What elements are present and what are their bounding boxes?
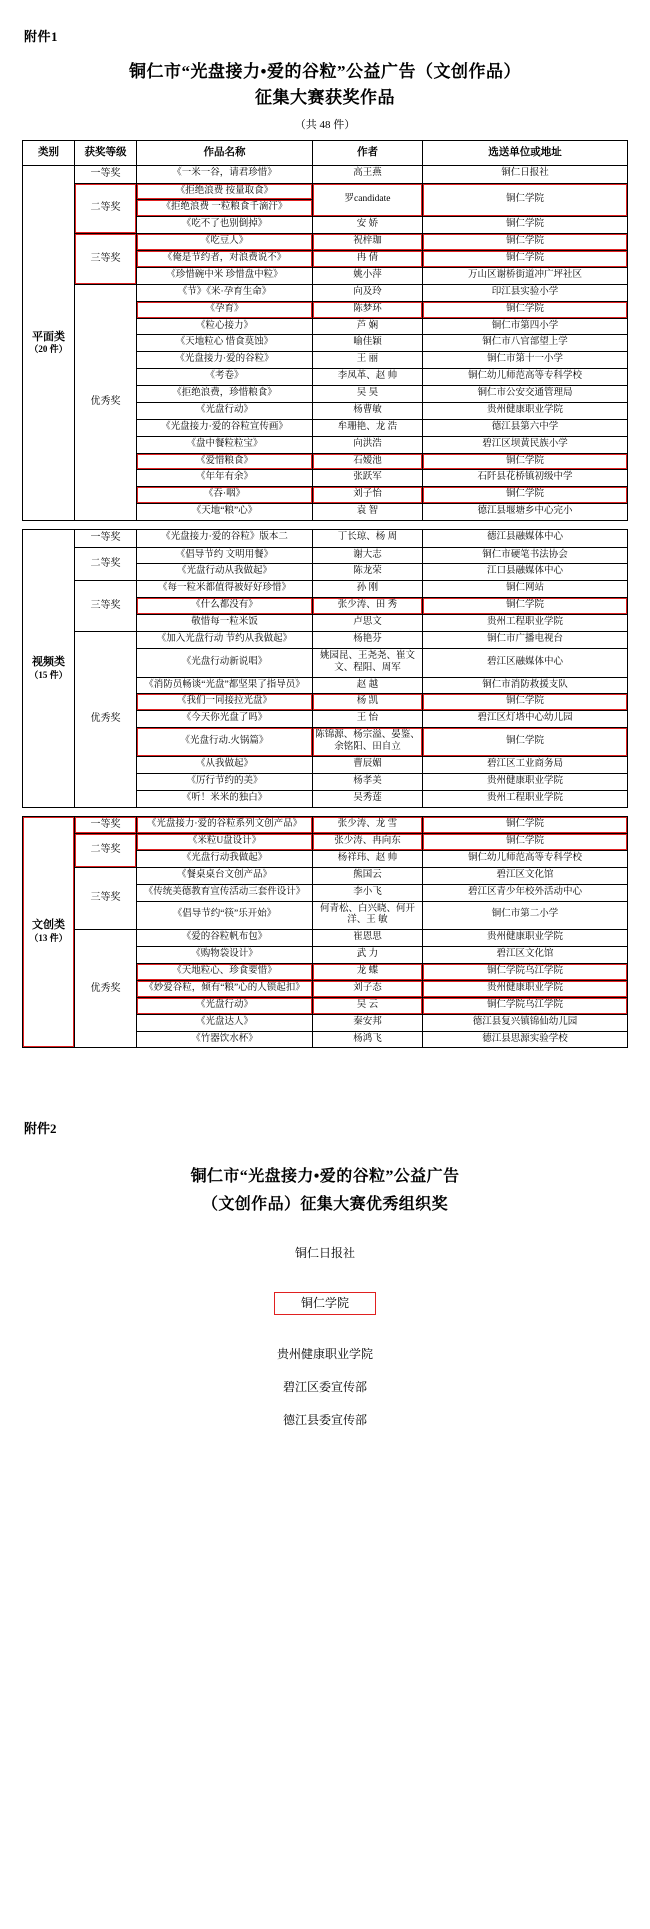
grade-cell: 一等奖 (75, 816, 137, 834)
work-title-cell: 《倡导节约“筷”乐开始》 (137, 901, 313, 930)
table-row (23, 816, 628, 834)
work-title-cell: 《竹器饮水杯》 (137, 1031, 313, 1048)
work-title-cell: 《传统美德教育宣传活动三套件设计》 (137, 884, 313, 901)
work-title-cell: 《加入光盘行动 节约从我做起》 (137, 631, 313, 648)
grade-cell: 二等奖 (75, 547, 137, 581)
author-cell: 姚小萍 (313, 267, 423, 284)
unit-cell: 碧江区文化馆 (423, 947, 628, 964)
work-title-cell: 《珍惜碗中米 珍惜盘中粒》 (137, 267, 313, 284)
section-divider (22, 521, 628, 529)
work-title-cell: 《光盘达人》 (137, 1014, 313, 1031)
work-title-cell: 《我们一同接拉光盘》 (137, 694, 313, 711)
work-title-cell: 《节》《米·孕育生命》 (137, 284, 313, 301)
grade-cell: 三等奖 (75, 234, 137, 285)
attachment1-title (22, 59, 628, 110)
organization-name: 铜仁日报社 (294, 1245, 355, 1260)
unit-cell: 江口县融媒体中心 (423, 564, 628, 581)
table-row (23, 547, 628, 564)
column-header-4: 作者 (313, 141, 423, 166)
unit-cell: 铜仁学院乌江学院 (423, 997, 628, 1014)
organization-row (22, 1244, 628, 1262)
author-cell: 李凤革、赵 帅 (313, 369, 423, 386)
grade-cell: 二等奖 (75, 183, 137, 234)
work-title-cell: 《拒绝浪费 按量取食》 (137, 183, 313, 200)
table-row (23, 183, 628, 200)
work-title-cell: 《天地“粮”心》 (137, 504, 313, 521)
author-cell: 赵 越 (313, 677, 423, 694)
unit-cell: 碧江区文化馆 (423, 867, 628, 884)
unit-cell: 铜仁幼儿师范高等专科学校 (423, 850, 628, 867)
author-cell: 刘子怡 (313, 487, 423, 504)
author-cell: 秦安邦 (313, 1014, 423, 1031)
grade-cell: 三等奖 (75, 867, 137, 930)
grade-cell: 三等奖 (75, 581, 137, 632)
table-row (23, 930, 628, 947)
unit-cell: 贵州健康职业学院 (423, 402, 628, 419)
author-cell: 张跃军 (313, 470, 423, 487)
unit-cell: 碧江区灯塔中心幼儿园 (423, 711, 628, 728)
attachment1-title-line2: 征集大赛获奖作品 (255, 87, 395, 107)
work-title-cell: 《盘中餐粒粒宝》 (137, 436, 313, 453)
table-header-row (23, 141, 628, 166)
author-cell: 姚园昆、王尧尧、崔文文、程阳、周军 (313, 648, 423, 677)
organization-award-list (22, 1244, 628, 1429)
author-cell: 熊国云 (313, 867, 423, 884)
unit-cell: 铜仁市广播电视台 (423, 631, 628, 648)
work-title-cell: 《天地粒心、珍食要惜》 (137, 964, 313, 981)
unit-cell: 贵州健康职业学院 (423, 773, 628, 790)
attachment2-title-line1: 铜仁市“光盘接力•爱的谷粒”公益广告 (190, 1168, 460, 1186)
organization-row (22, 1277, 628, 1330)
grade-cell: 优秀奖 (75, 631, 137, 807)
author-cell: 王 丽 (313, 352, 423, 369)
work-title-cell: 《什么都没有》 (137, 598, 313, 615)
unit-cell: 铜仁学院 (423, 487, 628, 504)
category-cell: 视频类 （15 件） (23, 530, 75, 808)
author-cell: 喻佳颖 (313, 335, 423, 352)
work-title-cell: 《听！米米的独白》 (137, 790, 313, 807)
attachment2-label: 附件2 (24, 1121, 57, 1137)
author-cell: 张少涛、田 秀 (313, 598, 423, 615)
work-title-cell: 《消防员畅谈“光盘”都坚果了指导员》 (137, 677, 313, 694)
author-cell: 杨 凯 (313, 694, 423, 711)
work-title-cell: 《光盘接力·爱的谷粒宣传画》 (137, 419, 313, 436)
unit-cell: 铜仁市消防救援支队 (423, 677, 628, 694)
author-cell: 罗candidate (313, 183, 423, 217)
unit-cell: 铜仁学院 (423, 694, 628, 711)
unit-cell: 贵州健康职业学院 (423, 980, 628, 997)
grade-cell: 优秀奖 (75, 284, 137, 520)
work-title-cell: 《粒心接力》 (137, 318, 313, 335)
unit-cell: 德江县思源实验学校 (423, 1031, 628, 1048)
category-cell: 文创类 （13 件） (23, 816, 75, 1048)
unit-cell: 万山区谢桥街道冲广坪社区 (423, 267, 628, 284)
work-title-cell: 《孕育》 (137, 301, 313, 318)
author-cell: 袁 智 (313, 504, 423, 521)
unit-cell: 铜仁幼儿师范高等专科学校 (423, 369, 628, 386)
awards-table-3 (22, 816, 628, 1049)
author-cell: 向及玲 (313, 284, 423, 301)
author-cell: 吴 昊 (313, 386, 423, 403)
work-title-cell: 《光盘接力·爱的谷粒系列文创产品》 (137, 816, 313, 834)
attachment1-title-line1: 铜仁市“光盘接力•爱的谷粒”公益广告（文创作品） (129, 62, 521, 81)
author-cell: 王 怡 (313, 711, 423, 728)
work-title-cell: 《光盘接力·爱的谷粒》 (137, 352, 313, 369)
work-title-cell: 《妙爱谷粒，倾有“粮”心的人锁起扣》 (137, 980, 313, 997)
unit-cell: 德江县第六中学 (423, 419, 628, 436)
table-row (23, 581, 628, 598)
organization-row (22, 1411, 628, 1429)
column-header-2: 获奖等级 (75, 141, 137, 166)
organization-row (22, 1378, 628, 1396)
section-divider (22, 808, 628, 816)
organization-name: 贵州健康职业学院 (276, 1346, 373, 1361)
work-title-cell: 《从我做起》 (137, 756, 313, 773)
work-title-cell: 《光盘行动》 (137, 997, 313, 1014)
awards-table-2 (22, 529, 628, 808)
author-cell: 李小飞 (313, 884, 423, 901)
table-row (23, 530, 628, 548)
table-row (23, 867, 628, 884)
grade-cell: 一等奖 (75, 530, 137, 548)
column-header-1: 类别 (23, 141, 75, 166)
unit-cell: 铜仁市公安交通管理局 (423, 386, 628, 403)
unit-cell: 碧江区青少年校外活动中心 (423, 884, 628, 901)
author-cell: 陈龙荣 (313, 564, 423, 581)
author-cell: 杨孝美 (313, 773, 423, 790)
category-cell: 平面类 （20 件） (23, 166, 75, 521)
unit-cell: 铜仁学院 (423, 816, 628, 834)
author-cell: 张少涛、龙 雪 (313, 816, 423, 834)
author-cell: 张少涛、冉向东 (313, 834, 423, 851)
organization-name: 碧江区委宣传部 (282, 1379, 367, 1394)
table-row (23, 166, 628, 184)
author-cell: 杨曹敏 (313, 402, 423, 419)
author-cell: 陈梦环 (313, 301, 423, 318)
attachment2-title-line2: （文创作品）征集大赛优秀组织奖 (201, 1195, 448, 1213)
grade-cell: 优秀奖 (75, 930, 137, 1048)
organization-name: 德江县委宣传部 (282, 1412, 367, 1427)
unit-cell: 铜仁学院 (423, 301, 628, 318)
organization-name: 铜仁学院 (274, 1292, 376, 1315)
author-cell: 祝梓珈 (313, 234, 423, 251)
author-cell: 杨鸿飞 (313, 1031, 423, 1048)
author-cell: 杨祥玮、赵 帅 (313, 850, 423, 867)
author-cell: 冉 倩 (313, 251, 423, 268)
work-title-cell: 《厉行节约的美》 (137, 773, 313, 790)
work-title-cell: 《拒绝浪费 一粒粮食千滴汗》 (137, 200, 313, 217)
author-cell: 孙 刚 (313, 581, 423, 598)
grade-cell: 一等奖 (75, 166, 137, 184)
unit-cell: 铜仁学院 (423, 183, 628, 217)
work-title-cell: 《每一粒米都值得被好好珍惜》 (137, 581, 313, 598)
author-cell: 安 娇 (313, 217, 423, 234)
table-row (23, 834, 628, 851)
author-cell: 谢大志 (313, 547, 423, 564)
work-title-cell: 《光盘接力·爱的谷粒》版本二 (137, 530, 313, 548)
work-title-cell: 《餐桌桌台文创产品》 (137, 867, 313, 884)
unit-cell: 铜仁市第四小学 (423, 318, 628, 335)
table-row (23, 284, 628, 301)
work-title-cell: 敬惜每一粒米饭 (137, 615, 313, 632)
unit-cell: 铜仁市硬笔书法协会 (423, 547, 628, 564)
unit-cell: 铜仁市八官部望上学 (423, 335, 628, 352)
work-title-cell: 《倡导节约 文明用餐》 (137, 547, 313, 564)
work-title-cell: 《考卷》 (137, 369, 313, 386)
author-cell: 高王燕 (313, 166, 423, 184)
unit-cell: 铜仁学院 (423, 217, 628, 234)
table-row (23, 234, 628, 251)
column-header-3: 作品名称 (137, 141, 313, 166)
grade-cell: 二等奖 (75, 834, 137, 868)
unit-cell: 德江县融媒体中心 (423, 530, 628, 548)
work-title-cell: 《光盘行动我做起》 (137, 850, 313, 867)
author-cell: 丁长琼、杨 周 (313, 530, 423, 548)
unit-cell: 铜仁学院 (423, 251, 628, 268)
unit-cell: 铜仁学院 (423, 728, 628, 757)
work-title-cell: 《一米一谷，请君珍惜》 (137, 166, 313, 184)
work-title-cell: 《购物袋设计》 (137, 947, 313, 964)
attachment2-section (22, 1118, 628, 1428)
work-title-cell: 《爱的谷粒帆布包》 (137, 930, 313, 947)
unit-cell: 碧江区坝黄民族小学 (423, 436, 628, 453)
work-title-cell: 《吞·咽》 (137, 487, 313, 504)
unit-cell: 碧江区工业商务局 (423, 756, 628, 773)
author-cell: 何青松、白兴晓、何开洋、王 敏 (313, 901, 423, 930)
awards-tables-container (22, 140, 628, 1048)
author-cell: 龙 蝶 (313, 964, 423, 981)
author-cell: 芦 娴 (313, 318, 423, 335)
unit-cell: 铜仁市第二小学 (423, 901, 628, 930)
work-title-cell: 《俺是节约者，对浪费说不》 (137, 251, 313, 268)
unit-cell: 铜仁学院 (423, 234, 628, 251)
column-header-5: 选送单位或地址 (423, 141, 628, 166)
unit-cell: 铜仁学院 (423, 453, 628, 470)
unit-cell: 德江县复兴镇锦仙幼儿园 (423, 1014, 628, 1031)
unit-cell: 铜仁网站 (423, 581, 628, 598)
author-cell: 武 力 (313, 947, 423, 964)
organization-row (22, 1345, 628, 1363)
work-title-cell: 《吃豆人》 (137, 234, 313, 251)
unit-cell: 石阡县花桥镇初级中学 (423, 470, 628, 487)
work-title-cell: 《光盘行动.火锅篇》 (137, 728, 313, 757)
work-title-cell: 《爱惜粮食》 (137, 453, 313, 470)
work-title-cell: 《天地粒心 惜食莫蚀》 (137, 335, 313, 352)
author-cell: 向洪浩 (313, 436, 423, 453)
author-cell: 牟珊艳、龙 浩 (313, 419, 423, 436)
work-title-cell: 《年年有余》 (137, 470, 313, 487)
unit-cell: 贵州工程职业学院 (423, 790, 628, 807)
work-title-cell: 《光盘行动》 (137, 402, 313, 419)
unit-cell: 碧江区融媒体中心 (423, 648, 628, 677)
attachment2-title (22, 1163, 628, 1217)
unit-cell: 铜仁学院 (423, 834, 628, 851)
author-cell: 曹辰媚 (313, 756, 423, 773)
work-title-cell: 《光盘行动从我做起》 (137, 564, 313, 581)
work-title-cell: 《拒绝浪费，珍惜粮食》 (137, 386, 313, 403)
author-cell: 陈锦源、杨宗溢、晏鉴、余铭阳、田自立 (313, 728, 423, 757)
author-cell: 崔恩思 (313, 930, 423, 947)
author-cell: 石嫒池 (313, 453, 423, 470)
unit-cell: 印江县实验小学 (423, 284, 628, 301)
author-cell: 卢思文 (313, 615, 423, 632)
work-title-cell: 《米粒U盘设计》 (137, 834, 313, 851)
work-title-cell: 《光盘行动新说唱》 (137, 648, 313, 677)
unit-cell: 铜仁日报社 (423, 166, 628, 184)
unit-cell: 铜仁学院乌江学院 (423, 964, 628, 981)
unit-cell: 德江县堰塘乡中心完小 (423, 504, 628, 521)
work-title-cell: 《今天你光盘了吗》 (137, 711, 313, 728)
unit-cell: 贵州健康职业学院 (423, 930, 628, 947)
unit-cell: 贵州工程职业学院 (423, 615, 628, 632)
awards-table-1 (22, 140, 628, 521)
author-cell: 吴秀莲 (313, 790, 423, 807)
unit-cell: 铜仁市第十一小学 (423, 352, 628, 369)
work-title-cell: 《吃不了也别倒掉》 (137, 217, 313, 234)
author-cell: 刘子态 (313, 980, 423, 997)
author-cell: 吴 云 (313, 997, 423, 1014)
table-row (23, 631, 628, 648)
unit-cell: 铜仁学院 (423, 598, 628, 615)
attachment1-subtitle: （共 48 件） (294, 119, 356, 131)
author-cell: 杨艳芬 (313, 631, 423, 648)
attachment1-label: 附件1 (24, 29, 59, 44)
